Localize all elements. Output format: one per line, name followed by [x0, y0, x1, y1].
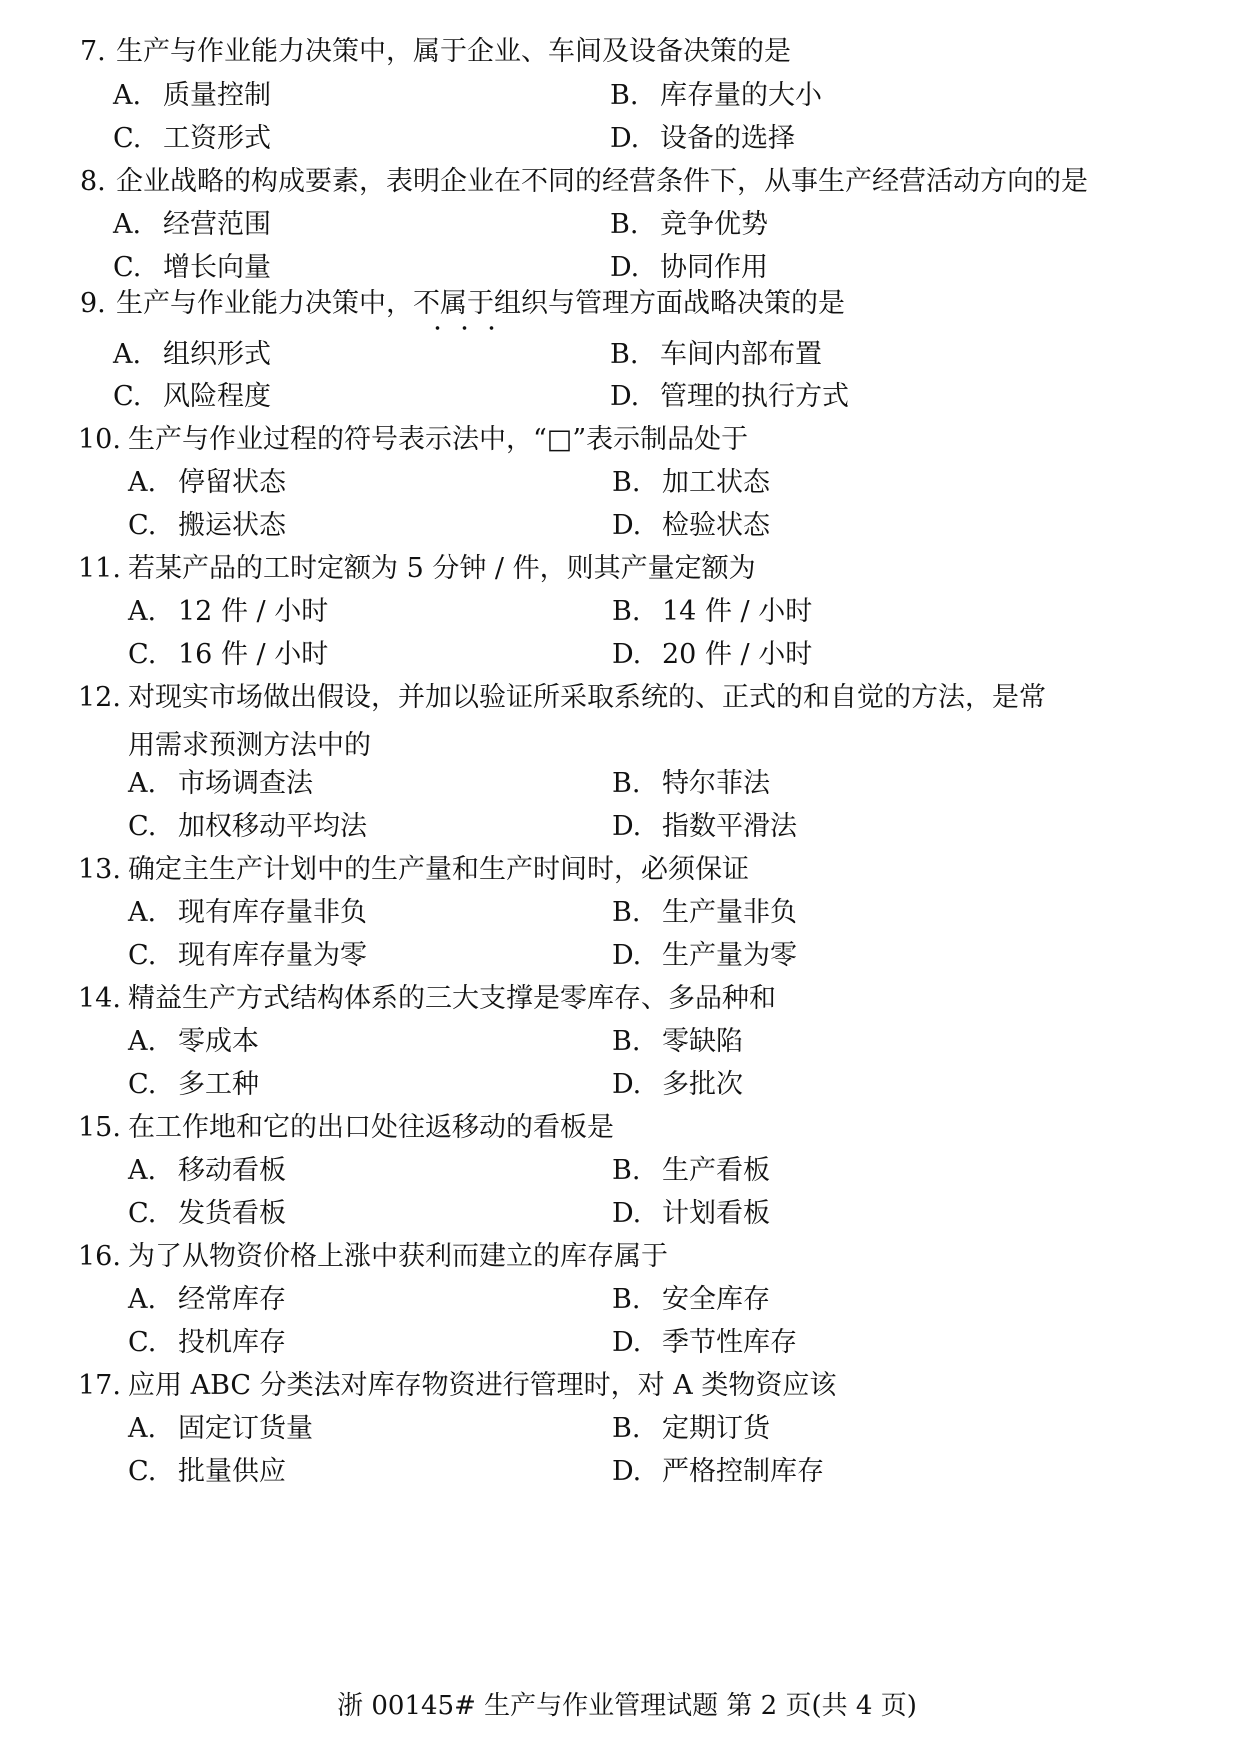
question-number: 16.	[78, 1241, 121, 1272]
option-a: A. 零成本	[128, 1026, 259, 1057]
option-b: B. 竞争优势	[610, 209, 768, 240]
option-c: C. 批量供应	[128, 1456, 286, 1487]
option-b: B. 库存量的大小	[610, 80, 822, 111]
question-number: 10.	[78, 424, 121, 455]
option-a: A. 市场调查法	[128, 768, 313, 799]
question-stem-text: 对现实市场做出假设，并加以验证所采取系统的、正式的和自觉的方法，是常用需求预测方法中的	[128, 682, 1046, 761]
option-c: C. 现有库存量为零	[128, 940, 367, 971]
option-d: D. 严格控制库存	[612, 1456, 824, 1487]
option-c: C. 多工种	[128, 1069, 259, 1100]
option-c: C. 风险程度	[113, 381, 271, 412]
question-number: 14.	[78, 983, 121, 1014]
option-c: C. 发货看板	[128, 1198, 286, 1229]
question-number: 12.	[78, 682, 121, 713]
option-b: B. 14 件 / 小时	[612, 596, 813, 627]
option-a: A. 移动看板	[128, 1155, 286, 1186]
page-footer: 浙 00145# 生产与作业管理试题 第 2 页(共 4 页)	[337, 1691, 917, 1721]
option-a: A. 12 件 / 小时	[128, 596, 329, 627]
option-b: B. 生产量非负	[612, 897, 797, 928]
option-b: B. 生产看板	[612, 1155, 770, 1186]
option-c: C. 16 件 / 小时	[128, 639, 329, 670]
option-c: C. 加权移动平均法	[128, 811, 367, 842]
question-stem: 11. 若某产品的工时定额为 5 分钟 / 件，则其产量定额为	[78, 549, 756, 589]
option-a: A. 现有库存量非负	[128, 897, 367, 928]
option-c: C. 投机库存	[128, 1327, 286, 1358]
option-b: B. 零缺陷	[612, 1026, 743, 1057]
option-b: B. 车间内部布置	[610, 339, 822, 370]
option-d: D. 计划看板	[612, 1198, 770, 1229]
option-b: B. 安全库存	[612, 1284, 770, 1315]
question-number: 7.	[80, 36, 106, 67]
option-d: D. 季节性库存	[612, 1327, 797, 1358]
option-d: D. 检验状态	[612, 510, 770, 541]
option-b: B. 加工状态	[612, 467, 770, 498]
option-a: A. 经营范围	[113, 209, 271, 240]
option-d: D. 20 件 / 小时	[612, 639, 813, 670]
question-number: 17.	[78, 1370, 121, 1401]
question-stem: 13. 确定主生产计划中的生产量和生产时间时，必须保证	[78, 850, 749, 890]
question-stem: 16. 为了从物资价格上涨中获利而建立的库存属于	[78, 1237, 668, 1277]
question-stem: 10. 生产与作业过程的符号表示法中，“□”表示制品处于	[78, 420, 748, 460]
question-stem	[78, 678, 128, 718]
question-stem: 14. 精益生产方式结构体系的三大支撑是零库存、多品种和	[78, 979, 776, 1019]
option-b: B. 特尔菲法	[612, 768, 770, 799]
option-a: A. 组织形式	[113, 339, 271, 370]
question-stem: 9. 生产与作业能力决策中，不属于组织与管理方面战略决策的是	[80, 284, 845, 324]
option-d: D. 设备的选择	[610, 123, 795, 154]
question-stem: 8. 企业战略的构成要素，表明企业在不同的经营条件下，从事生产经营活动方向的是	[80, 162, 1088, 202]
question-stem: 7. 生产与作业能力决策中，属于企业、车间及设备决策的是	[80, 32, 791, 72]
option-d: D. 指数平滑法	[612, 811, 797, 842]
option-a: A. 固定订货量	[128, 1413, 313, 1444]
question-stem: 17. 应用 ABC 分类法对库存物资进行管理时，对 A 类物资应该	[78, 1366, 836, 1406]
option-a: A. 质量控制	[113, 80, 271, 111]
option-b: B. 定期订货	[612, 1413, 770, 1444]
option-d: D. 多批次	[612, 1069, 743, 1100]
option-d: D. 协同作用	[610, 252, 768, 283]
option-c: C. 增长向量	[113, 252, 271, 283]
option-a: A. 停留状态	[128, 467, 286, 498]
question-number: 9.	[80, 288, 106, 319]
question-stem: 15. 在工作地和它的出口处往返移动的看板是	[78, 1108, 614, 1148]
option-d: D. 管理的执行方式	[610, 381, 849, 412]
emphasis-dots: 不属于	[413, 284, 494, 324]
question-number: 13.	[78, 854, 121, 885]
option-c: C. 工资形式	[113, 123, 271, 154]
question-number: 8.	[80, 166, 106, 197]
option-a: A. 经常库存	[128, 1284, 286, 1315]
question-number: 15.	[78, 1112, 121, 1143]
option-d: D. 生产量为零	[612, 940, 797, 971]
option-c: C. 搬运状态	[128, 510, 286, 541]
question-number: 11.	[78, 553, 121, 584]
